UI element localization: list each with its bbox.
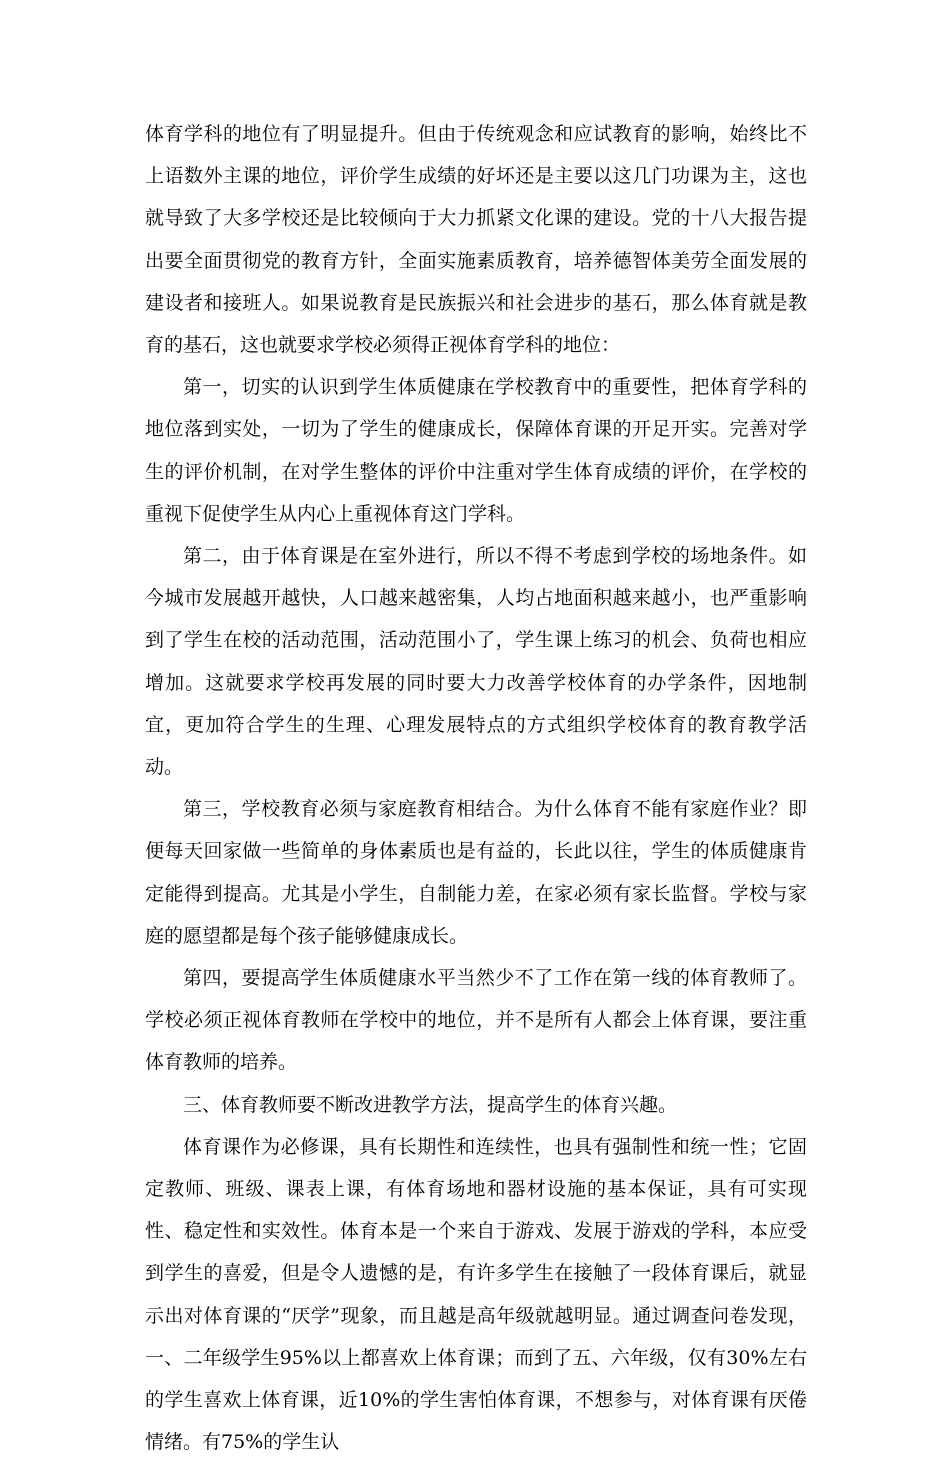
paragraph-subject-status: 体育学科的地位有了明显提升。但由于传统观念和应试教育的影响，始终比不上语数外主课的地位，评价学生成绩的好坏还是主要以这几门功课为主，这也就导致了大多学校还是比较倾向于大力抓紧文化课的建设。党的十八大报告提出要全面贯彻党的教育方针，全面实施素质教育，培养德智体美劳全面发展的建设者和接班人。如果说教育是民族振兴和社会进步的基石，那么体育就是教育的基石，这也就要求学校必须得正视体育学科的地位：	[145, 123, 807, 357]
paragraph-third-point: 第三，学校教育必须与家庭教育相结合。为什么体育不能有家庭作业？即便每天回家做一些简单的身体素质也是有益的，长此以往，学生的体质健康肯定能得到提高。尤其是小学生，自制能力差，在家必须有家长监督。学校与家庭的愿望都是每个孩子能够健康成长。	[145, 798, 807, 947]
paragraph-first-point: 第一，切实的认识到学生体质健康在学校教育中的重要性，把体育学科的地位落到实处，一切为了学生的健康成长，保障体育课的开足开实。完善对学生的评价机制，在对学生整体的评价中注重对学生体育成绩的评价，在学校的重视下促使学生从内心上重视体育这门学科。	[145, 376, 807, 525]
paragraph-pe-course: 体育课作为必修课，具有长期性和连续性，也具有强制性和统一性；它固定教师、班级、课表上课，有体育场地和器材设施的基本保证，具有可实现性、稳定性和实效性。体育本是一个来自于游戏、发展于游戏的学科，本应受到学生的喜爱，但是令人遗憾的是，有许多学生在接触了一段体育课后，就显示出对体育课的“厌学”现象，而且越是高年级就越明显。通过调查问卷发现，一、二年级学生95%以上都喜欢上体育课；而到了五、六年级，仅有30%左右的学生喜欢上体育课，近10%的学生害怕体育课，不想参与，对体育课有厌倦情绪。有75%的学生认	[145, 1135, 807, 1454]
paragraph-second-point: 第二，由于体育课是在室外进行，所以不得不考虑到学校的场地条件。如今城市发展越开越快，人口越来越密集，人均占地面积越来越小，也严重影响到了学生在校的活动范围，活动范围小了，学生课上练习的机会、负荷也相应增加。这就要求学校再发展的同时要大力改善学校体育的办学条件，因地制宜，更加符合学生的生理、心理发展特点的方式组织学校体育的教育教学活动。	[145, 545, 807, 779]
section-heading-three: 三、体育教师要不断改进教学方法，提高学生的体育兴趣。	[183, 1093, 678, 1116]
paragraph-fourth-point: 第四，要提高学生体质健康水平当然少不了工作在第一线的体育教师了。学校必须正视体育教师在学校中的地位，并不是所有人都会上体育课，要注重体育教师的培养。	[145, 967, 807, 1074]
document-body	[145, 113, 807, 1464]
